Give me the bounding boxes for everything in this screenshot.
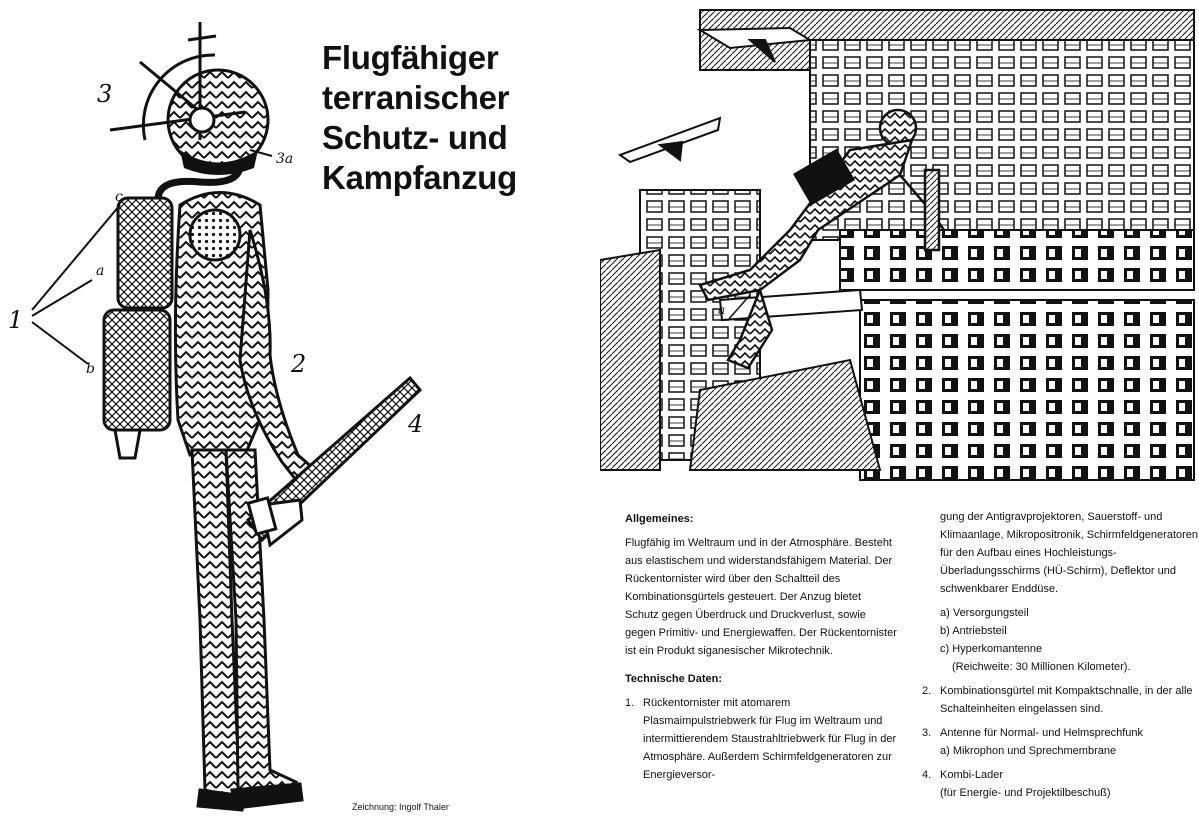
right-page [600, 0, 1199, 828]
item-text: Kombinationsgürtel mit Kompaktschnalle, in der alle Schalteinheiten eingelassen sind. [940, 685, 1193, 715]
item-number: 2. [922, 685, 932, 697]
marker-1: 1 [8, 306, 24, 334]
illustration-credit: Zeichnung: Ingolf Thaler [352, 802, 449, 812]
sub-item-c: c) Hyperkomantenne [940, 643, 1043, 655]
backpack [104, 198, 172, 458]
title-line: terranischer [322, 79, 510, 116]
item-number: 4. [922, 769, 932, 781]
title-line: Schutz- und [322, 119, 508, 156]
title-line: Kampfanzug [322, 159, 518, 196]
marker-a: a [96, 263, 105, 279]
sub-item-c-detail: (Reichweite: 30 Millionen Kilometer). [952, 661, 1131, 673]
marker-2: 2 [291, 350, 307, 378]
item-text: Kombi-Lader [940, 769, 1003, 781]
general-text: Flugfähig im Weltraum und in der Atmosphäre. Besteht aus elastischem und widerstandsfähigem Material. Der Rückentornister wird über den Schaltteil des Kombinationsgürtels gesteuert. Der Anzug bietet Schutz gegen Überdruck und Druckverlust, sowie gegen Primitiv- und Energiewaffen. Der Rückentornister ist ein Produkt siganesischer Mikrotechnik. [625, 537, 897, 657]
helmet [168, 70, 268, 175]
buildings [600, 10, 1194, 480]
item-number: 1. [625, 697, 635, 709]
list-item [922, 682, 1198, 718]
item-text: Rückentornister mit atomarem Plasmaimpulstriebwerk für Flug im Weltraum und intermittierendem Staustrahltriebwerk für Flug in der Atmosphäre. Außerdem Schirmfeldgeneratoren zur Energieversor- [643, 697, 897, 781]
scene-marker-a: a [718, 303, 726, 317]
list-item [922, 766, 1198, 784]
marker-3a: 3a [276, 151, 294, 167]
sub-item-3a: a) Mikrophon und Sprechmembrane [940, 745, 1117, 757]
marker-3: 3 [97, 80, 113, 108]
sub-item-a: a) Versorgungsteil [940, 607, 1029, 619]
marker-b: b [86, 361, 95, 377]
item-continuation: gung der Antigravprojektoren, Sauerstoff- und Klimaanlage, Mikropositronik, Schirmfeldgeneratoren für den Aufbau eines Hochleistungs-Überladungsschirms (HÜ-Schirm), Deflektor und schwenkbarer Enddüse. [940, 511, 1199, 595]
item-number: 3. [922, 727, 932, 739]
heading-general: Allgemeines: [625, 513, 694, 525]
marker-c: c [115, 189, 123, 205]
sub-item-b: b) Antriebsteil [940, 625, 1007, 637]
heading-tech: Technische Daten: [625, 673, 722, 685]
list-item [625, 694, 897, 784]
marker-4: 4 [408, 410, 424, 438]
list-item [922, 724, 1198, 742]
title-line: Flugfähiger [322, 39, 499, 76]
item-text: Antenne für Normal- und Helmsprechfunk [940, 727, 1143, 739]
city-flight-scene [600, 0, 1199, 490]
suit-title [322, 38, 592, 198]
text-column-right [922, 508, 1198, 802]
text-column-left [625, 510, 897, 784]
item-4-detail: (für Energie- und Projektilbeschuß) [940, 787, 1111, 799]
